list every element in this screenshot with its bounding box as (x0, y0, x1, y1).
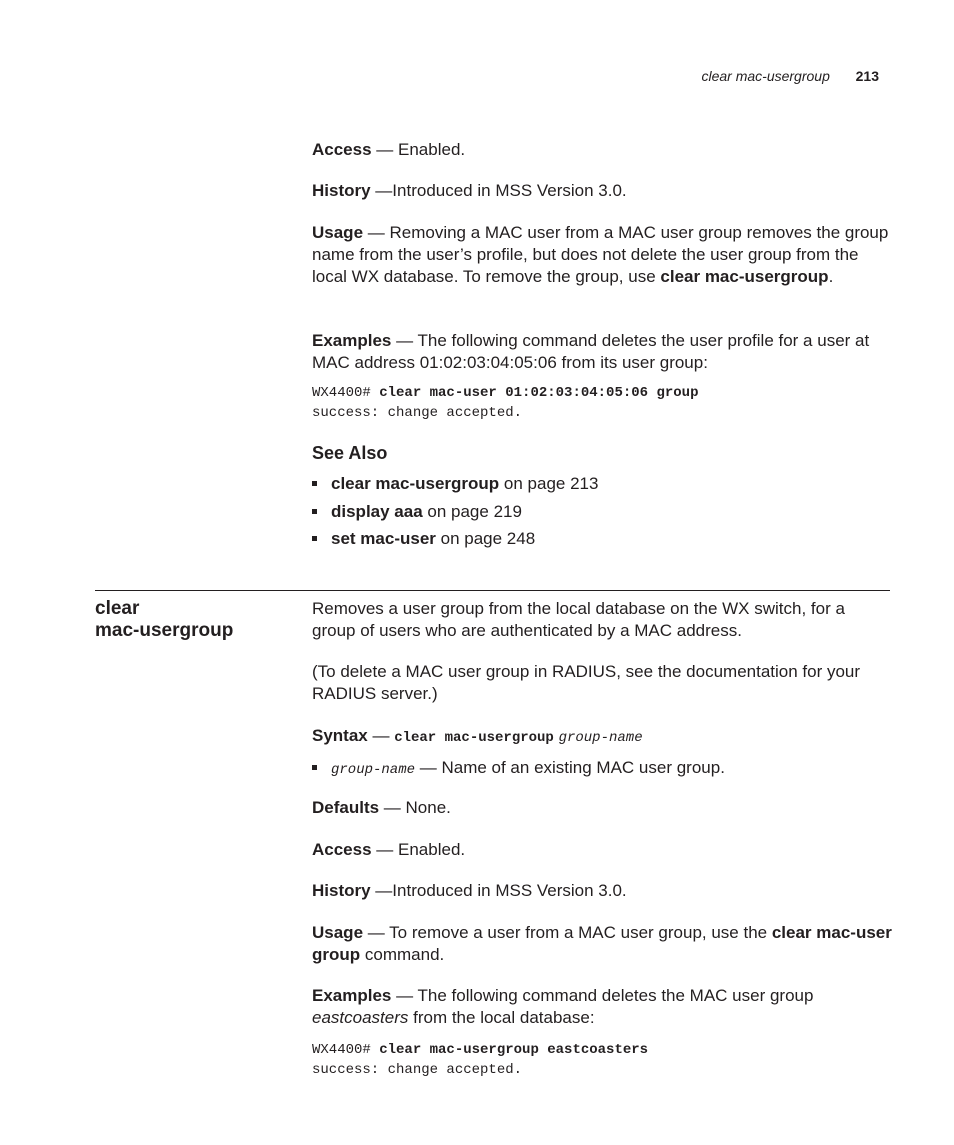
code-prompt-2: WX4400# (312, 1042, 380, 1058)
access-paragraph (312, 139, 892, 161)
heading-line-2: mac-usergroup (95, 620, 234, 641)
syntax-label: Syntax (312, 726, 368, 745)
access-label-2: Access (312, 840, 372, 859)
see-also-ref: on page 248 (435, 529, 536, 548)
code-example-2 (312, 1040, 892, 1080)
code-example (312, 383, 892, 423)
usage-command: clear mac-usergroup (660, 267, 829, 286)
code-command-2: clear mac-usergroup eastcoasters (379, 1042, 649, 1058)
examples-italic: eastcoasters (312, 1008, 409, 1027)
usage-end: . (828, 267, 834, 286)
heading-line-1: clear (95, 598, 140, 619)
defaults-paragraph (312, 797, 892, 819)
syntax-command: clear mac-usergroup (394, 730, 554, 746)
examples-text-2: — The following command deletes the MAC user group (391, 986, 814, 1005)
history-paragraph (312, 180, 892, 202)
see-also-link[interactable]: display aaa (331, 502, 423, 521)
examples-end: from the local database: (408, 1008, 595, 1027)
examples-paragraph-2 (312, 985, 892, 1029)
history-label: History (312, 181, 371, 200)
usage-label-2: Usage (312, 923, 364, 942)
usage-text: — Removing a MAC user from a MAC user group removes the group name from the user’s profile, but does not delete the user group from the local WX database. To remove the group, use (312, 223, 889, 286)
running-header (701, 67, 879, 85)
usage-paragraph-2 (312, 922, 892, 966)
code-result-2: success: change accepted. (312, 1062, 523, 1078)
code-command: clear mac-user 01:02:03:04:05:06 group (379, 385, 699, 401)
defaults-label: Defaults (312, 798, 380, 817)
defaults-text: — None. (379, 798, 451, 817)
code-result: success: change accepted. (312, 405, 523, 421)
bullet-icon (312, 536, 317, 541)
examples-label: Examples (312, 331, 392, 350)
header-section-title: clear mac-usergroup (701, 68, 830, 84)
examples-label-2: Examples (312, 986, 392, 1005)
parameter-desc: — Name of an existing MAC user group. (415, 758, 725, 777)
parameter-name: group-name (331, 762, 416, 778)
page-number: 213 (855, 68, 879, 84)
access-text: — Enabled. (371, 140, 466, 159)
history-text: —Introduced in MSS Version 3.0. (370, 181, 627, 200)
history-paragraph-2 (312, 880, 892, 902)
section-heading (95, 598, 233, 642)
usage-command-2: clear mac-user group (312, 923, 892, 964)
examples-text: — The following command deletes the user profile for a user at MAC address 01:02:03:04:05:06 from its user group: (312, 331, 870, 372)
syntax-parameter: group-name (558, 730, 643, 746)
see-also-item (312, 501, 522, 523)
code-prompt: WX4400# (312, 385, 380, 401)
syntax-paragraph (312, 725, 892, 748)
see-also-link[interactable]: set mac-user (331, 529, 436, 548)
see-also-title: See Also (312, 443, 388, 463)
examples-paragraph (312, 330, 892, 374)
see-also-ref: on page 213 (499, 474, 599, 493)
access-label: Access (312, 140, 372, 159)
access-paragraph-2 (312, 839, 892, 861)
syntax-dash: — (367, 726, 395, 745)
bullet-icon (312, 509, 317, 514)
see-also-link[interactable]: clear mac-usergroup (331, 474, 500, 493)
usage-end-2: command. (360, 945, 445, 964)
section-divider (95, 590, 890, 591)
code-line-2 (312, 1040, 892, 1060)
see-also-ref: on page 219 (422, 502, 522, 521)
see-also-item (312, 473, 598, 495)
history-label-2: History (312, 881, 371, 900)
bullet-icon (312, 765, 317, 770)
radius-note: (To delete a MAC user group in RADIUS, see the documentation for your RADIUS server.) (312, 662, 861, 703)
access-text-2: — Enabled. (371, 840, 466, 859)
code-line (312, 383, 892, 403)
usage-text-2: — To remove a user from a MAC user group, use the (363, 923, 772, 942)
see-also-item (312, 528, 535, 550)
usage-paragraph (312, 222, 892, 288)
bullet-icon (312, 481, 317, 486)
parameter-item (312, 757, 725, 780)
description-paragraph: Removes a user group from the local database on the WX switch, for a group of users who are authenticated by a MAC address. (312, 599, 845, 640)
usage-label: Usage (312, 223, 364, 242)
history-text-2: —Introduced in MSS Version 3.0. (370, 881, 627, 900)
